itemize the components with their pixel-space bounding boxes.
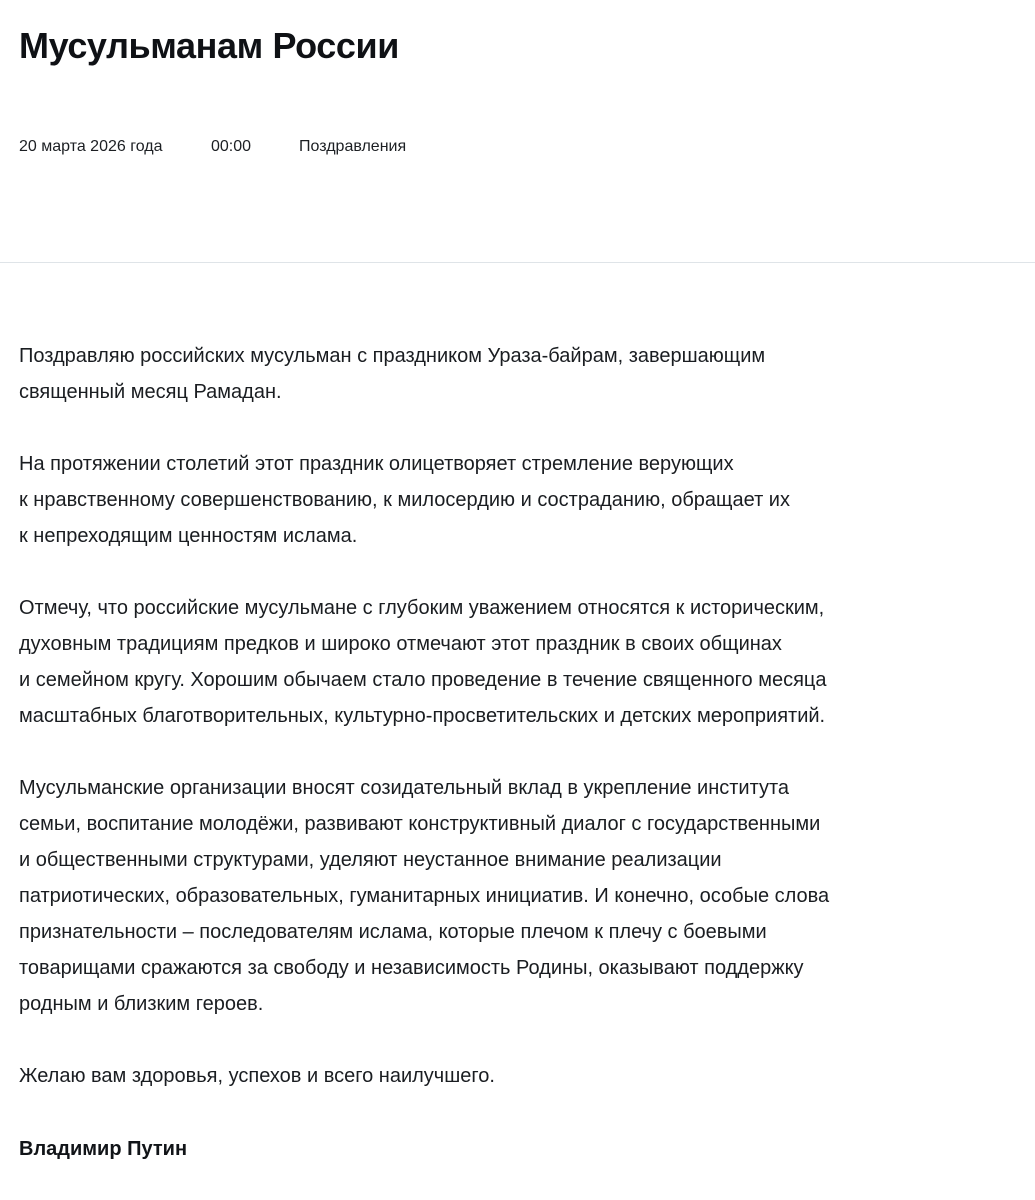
category-link[interactable]: Поздравления <box>299 138 407 155</box>
text-line: к непреходящим ценностям ислама. <box>19 525 358 547</box>
text-line: патриотических, образовательных, гуманитарных инициатив. И конечно, особые слова <box>19 885 830 907</box>
paragraph-3 <box>19 590 1019 734</box>
paragraph-1 <box>19 338 1019 410</box>
publish-date: 20 марта 2026 года <box>19 138 163 155</box>
signature: Владимир Путин <box>19 1138 188 1160</box>
article-body <box>19 338 1019 1130</box>
text-line: Поздравляю российских мусульман с праздником Ураза-байрам, завершающим <box>19 345 766 367</box>
text-line: священный месяц Рамадан. <box>19 381 282 403</box>
text-line: масштабных благотворительных, культурно-просветительских и детских мероприятий. <box>19 705 826 727</box>
paragraph-2 <box>19 446 1019 554</box>
text-line: товарищами сражаются за свободу и независимость Родины, оказывают поддержку <box>19 957 804 979</box>
text-line: и общественными структурами, уделяют неустанное внимание реализации <box>19 849 722 871</box>
text-line: и семейном кругу. Хорошим обычаем стало проведение в течение священного месяца <box>19 669 827 691</box>
text-line: семьи, воспитание молодёжи, развивают конструктивный диалог с государственными <box>19 813 821 835</box>
text-line: признательности – последователям ислама, которые плечом к плечу с боевыми <box>19 921 767 943</box>
text-line: Желаю вам здоровья, успехов и всего наилучшего. <box>19 1065 495 1087</box>
publish-time: 00:00 <box>211 138 252 155</box>
page-title: Мусульманам России <box>19 25 399 66</box>
header-divider <box>0 262 1035 263</box>
text-line: Отмечу, что российские мусульмане с глубоким уважением относятся к историческим, <box>19 597 825 619</box>
text-line: На протяжении столетий этот праздник олицетворяет стремление верующих <box>19 453 734 475</box>
text-line: Мусульманские организации вносят созидательный вклад в укрепление института <box>19 777 790 799</box>
text-line: к нравственному совершенствованию, к милосердию и состраданию, обращает их <box>19 489 790 511</box>
text-line: родным и близким героев. <box>19 993 264 1015</box>
paragraph-5 <box>19 1058 1019 1094</box>
text-line: духовным традициям предков и широко отмечают этот праздник в своих общинах <box>19 633 782 655</box>
paragraph-4 <box>19 770 1019 1022</box>
